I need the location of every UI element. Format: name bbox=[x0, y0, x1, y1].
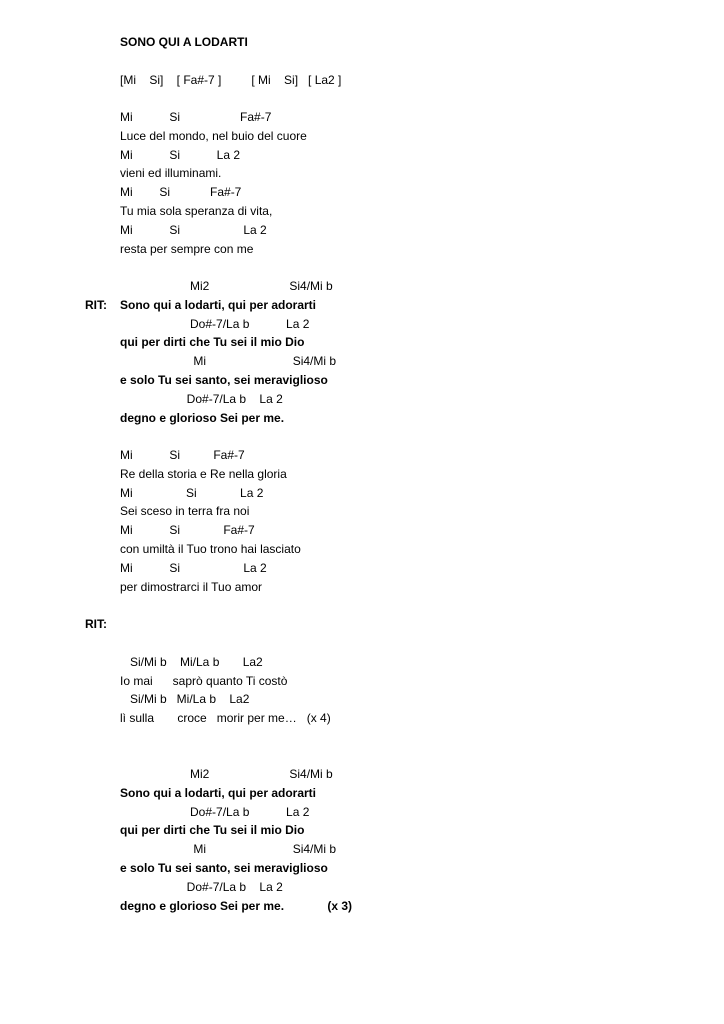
chord-line: Do#-7/La b La 2 bbox=[120, 880, 283, 894]
chord-line: Mi2 Si4/Mi b bbox=[120, 767, 333, 781]
chord-line: Mi Si Fa#-7 bbox=[120, 110, 272, 124]
chorus-lyric-line: Sono qui a lodarti, qui per adorarti bbox=[120, 786, 317, 800]
chorus-lyric-line: qui per dirti che Tu sei il mio Dio bbox=[120, 335, 305, 349]
chord-line: Mi Si4/Mi b bbox=[120, 354, 337, 368]
lyric-line: Io mai saprò quanto Ti costò bbox=[120, 674, 288, 688]
lyric-line: Luce del mondo, nel buio del cuore bbox=[120, 129, 307, 143]
chorus-lyric-line: degno e glorioso Sei per me. (x 3) bbox=[120, 899, 353, 913]
intro-chords: [Mi Si] [ Fa#-7 ] [ Mi Si] [ La2 ] bbox=[120, 73, 342, 87]
lyric-line: Sei sceso in terra fra noi bbox=[120, 504, 250, 518]
chord-line: Mi Si4/Mi b bbox=[120, 842, 337, 856]
chord-line: Mi Si Fa#-7 bbox=[120, 185, 242, 199]
chord-line: Do#-7/La b La 2 bbox=[120, 392, 283, 406]
lyric-line: vieni ed illuminami. bbox=[120, 166, 222, 180]
chorus-lyric-line: degno e glorioso Sei per me. bbox=[120, 411, 285, 425]
lyric-line: resta per sempre con me bbox=[120, 242, 254, 256]
chord-line: Do#-7/La b La 2 bbox=[120, 805, 310, 819]
chorus-lyric-line: Sono qui a lodarti, qui per adorarti bbox=[120, 298, 317, 312]
rit-label: RIT: bbox=[85, 617, 107, 631]
chord-line: Mi Si La 2 bbox=[120, 486, 264, 500]
song-title: SONO QUI A LODARTI bbox=[120, 35, 248, 49]
chord-line: Mi Si La 2 bbox=[120, 148, 241, 162]
chord-line: Mi2 Si4/Mi b bbox=[120, 279, 333, 293]
chord-line: Si/Mi b Mi/La b La2 bbox=[120, 655, 263, 669]
chord-line: Mi Si La 2 bbox=[120, 561, 267, 575]
chord-line: Mi Si La 2 bbox=[120, 223, 267, 237]
chord-line: Mi Si Fa#-7 bbox=[120, 448, 245, 462]
lyric-line: Tu mia sola speranza di vita, bbox=[120, 204, 273, 218]
lyric-line: con umiltà il Tuo trono hai lasciato bbox=[120, 542, 301, 556]
chorus-lyric-line: e solo Tu sei santo, sei meraviglioso bbox=[120, 373, 328, 387]
chord-line: Mi Si Fa#-7 bbox=[120, 523, 255, 537]
lyric-line: lì sulla croce morir per me… (x 4) bbox=[120, 711, 331, 725]
chorus-lyric-line: qui per dirti che Tu sei il mio Dio bbox=[120, 823, 305, 837]
lyric-line: Re della storia e Re nella gloria bbox=[120, 467, 287, 481]
chord-line: Si/Mi b Mi/La b La2 bbox=[120, 692, 250, 706]
chorus-lyric-line: e solo Tu sei santo, sei meraviglioso bbox=[120, 861, 328, 875]
chord-line: Do#-7/La b La 2 bbox=[120, 317, 310, 331]
rit-label: RIT: bbox=[85, 298, 107, 312]
lyric-line: per dimostrarci il Tuo amor bbox=[120, 580, 263, 594]
